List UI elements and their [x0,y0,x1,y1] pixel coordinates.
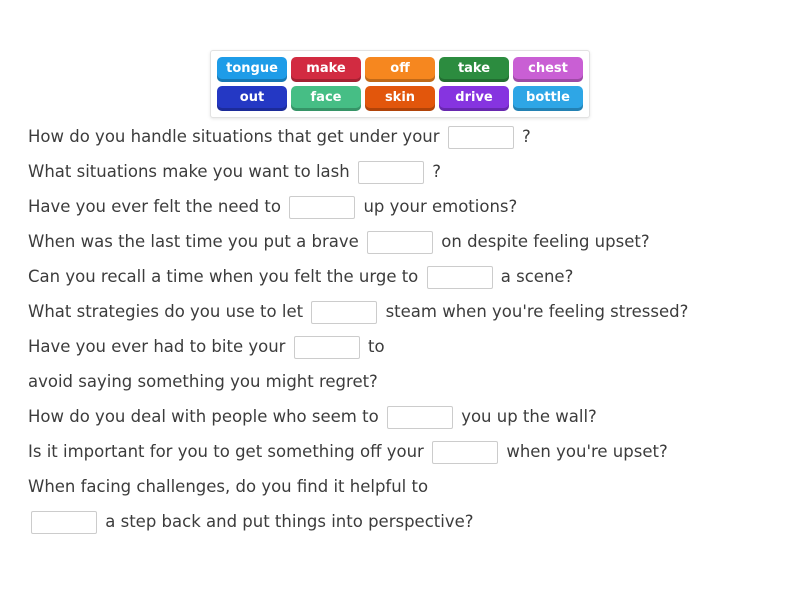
word-chip-chest[interactable]: chest [513,57,583,82]
answer-blank-6[interactable] [311,301,377,324]
question-3 [28,189,772,224]
word-chip-take[interactable]: take [439,57,509,82]
answer-blank-1[interactable] [448,126,514,149]
question-line [28,154,772,189]
question-line [28,364,772,399]
question-text: when you're upset? [506,442,668,461]
word-chip-off[interactable]: off [365,57,435,82]
word-chip-tongue[interactable]: tongue [217,57,287,82]
question-text: avoid saying something you might regret? [28,372,378,391]
question-5 [28,259,772,294]
question-2 [28,154,772,189]
question-text: When facing challenges, do you find it helpful to [28,477,429,496]
question-9 [28,434,772,469]
question-line [28,259,772,294]
question-text: ? [522,127,531,146]
question-text: a step back and put things into perspective? [105,512,474,531]
question-text: Have you ever had to bite your [28,337,286,356]
word-bank [210,50,590,118]
answer-blank-7[interactable] [294,336,360,359]
word-chip-bottle[interactable]: bottle [513,86,583,111]
word-chip-make[interactable]: make [291,57,361,82]
question-line [28,434,772,469]
word-chip-drive[interactable]: drive [439,86,509,111]
question-line [28,189,772,224]
question-text: you up the wall? [461,407,597,426]
question-6 [28,294,772,329]
word-bank-area [0,0,800,118]
question-1 [28,119,772,154]
question-line [28,294,772,329]
question-text: How do you handle situations that get under your [28,127,440,146]
question-list [0,118,800,539]
question-line [28,504,772,539]
question-10 [28,469,772,539]
question-line [28,469,772,504]
question-line [28,329,772,364]
word-chip-face[interactable]: face [291,86,361,111]
question-text: up your emotions? [363,197,518,216]
answer-blank-3[interactable] [289,196,355,219]
question-4 [28,224,772,259]
question-line [28,399,772,434]
answer-blank-9[interactable] [432,441,498,464]
question-text: What strategies do you use to let [28,302,304,321]
question-text: How do you deal with people who seem to [28,407,379,426]
question-text: a scene? [500,267,574,286]
question-text: Can you recall a time when you felt the urge to [28,267,419,286]
answer-blank-5[interactable] [427,266,493,289]
question-line [28,119,772,154]
question-7 [28,329,772,399]
answer-blank-4[interactable] [367,231,433,254]
word-chip-skin[interactable]: skin [365,86,435,111]
answer-blank-10[interactable] [31,511,97,534]
question-text: on despite feeling upset? [441,232,650,251]
answer-blank-8[interactable] [387,406,453,429]
question-text: to [367,337,385,356]
question-text: What situations make you want to lash [28,162,350,181]
question-8 [28,399,772,434]
question-text: ? [432,162,441,181]
word-chip-out[interactable]: out [217,86,287,111]
question-line [28,224,772,259]
question-text: steam when you're feeling stressed? [385,302,689,321]
question-text: Have you ever felt the need to [28,197,281,216]
question-text: Is it important for you to get something off your [28,442,424,461]
answer-blank-2[interactable] [358,161,424,184]
question-text: When was the last time you put a brave [28,232,359,251]
